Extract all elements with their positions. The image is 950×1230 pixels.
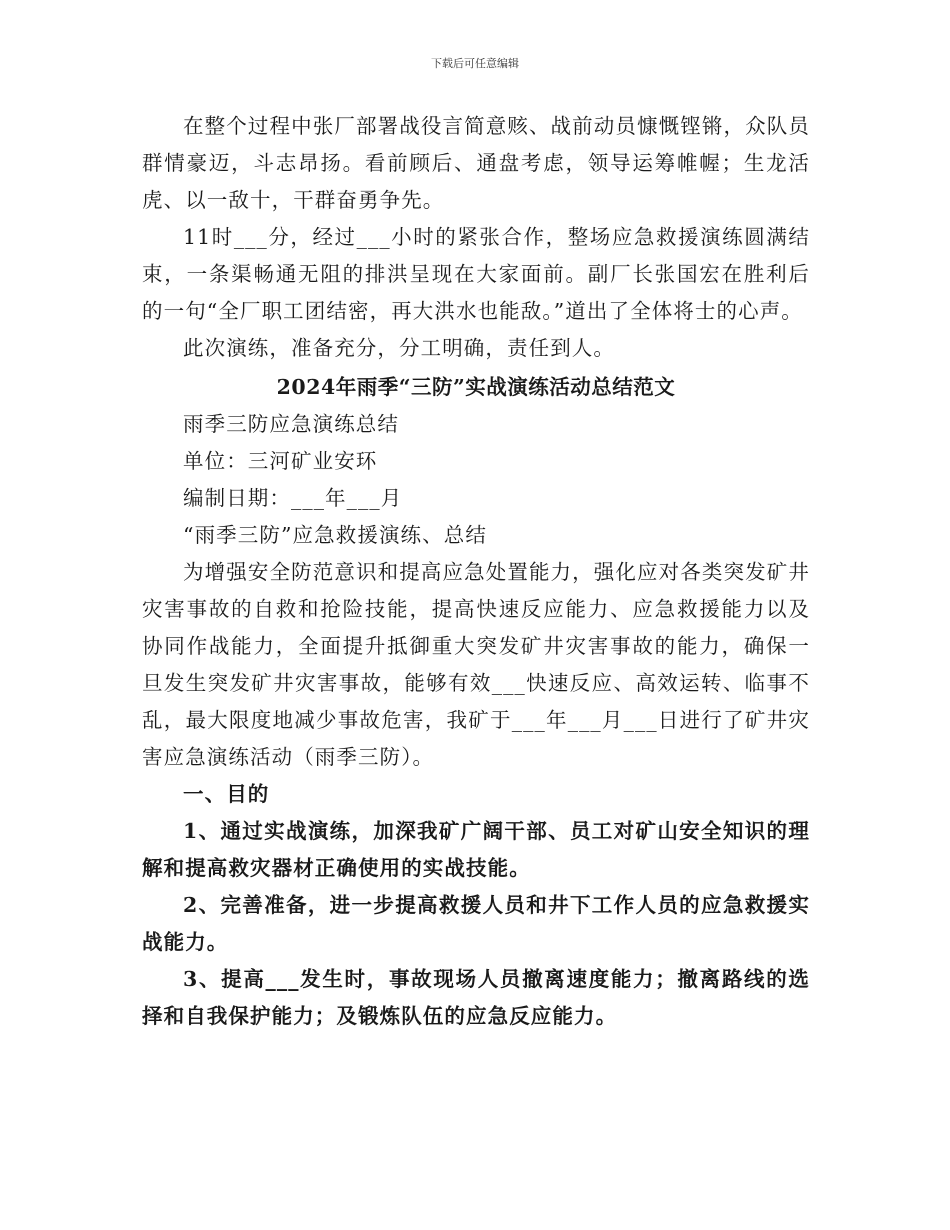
paragraph-conclusion: 11时___分，经过___小时的紧张合作，整场应急救援演练圆满结束，一条渠畅通无阻的排洪呈现在大家面前。副厂长张国宏在胜利后的一句“全厂职工团结密，再大洪水也能敌。”道出了全体将士的心声。 <box>142 225 810 323</box>
document-title: 2024年雨季“三防”实战演练活动总结范文 <box>276 375 676 399</box>
date-line: 编制日期：___年___月 <box>183 486 403 510</box>
section-heading: “雨季三防”应急救援演练、总结 <box>183 523 487 547</box>
unit-line: 单位：三河矿业安环 <box>183 449 378 473</box>
purpose-item-2: 2、完善准备，进一步提高救援人员和井下工作人员的应急救援实战能力。 <box>142 893 810 954</box>
header-note: 下载后可任意编辑 <box>431 57 519 70</box>
subtitle: 雨季三防应急演练总结 <box>183 412 399 436</box>
purpose-item-1: 1、通过实战演练，加深我矿广阔干部、员工对矿山安全知识的理解和提高救灾器材正确使用的实战技能。 <box>142 819 810 880</box>
document-body <box>142 108 810 1035</box>
section-purpose-heading: 一、目的 <box>183 782 270 806</box>
paragraph-intro: 为增强安全防范意识和提高应急处置能力，强化应对各类突发矿井灾害事故的自救和抢险技能，提高快速反应能力、应急救援能力以及协同作战能力，全面提升抵御重大突发矿井灾害事故的能力，确保一旦发生突发矿井灾害事故，能够有效___快速反应、高效运转、临事不乱，最大限度地减少事故危害，我矿于___年___月___日进行了矿井灾害应急演练活动（雨季三防）。 <box>142 560 810 769</box>
purpose-item-3: 3、提高___发生时，事故现场人员撤离速度能力；撤离路线的选择和自我保护能力；及锻炼队伍的应急反应能力。 <box>142 967 810 1028</box>
paragraph-process: 在整个过程中张厂部署战役言简意赅、战前动员慷慨铿锵，众队员群情豪迈，斗志昂扬。看前顾后、通盘考虑，领导运筹帷幄；生龙活虎、以一敌十，干群奋勇争先。 <box>142 114 810 212</box>
paragraph-summary: 此次演练，准备充分，分工明确，责任到人。 <box>183 336 615 360</box>
